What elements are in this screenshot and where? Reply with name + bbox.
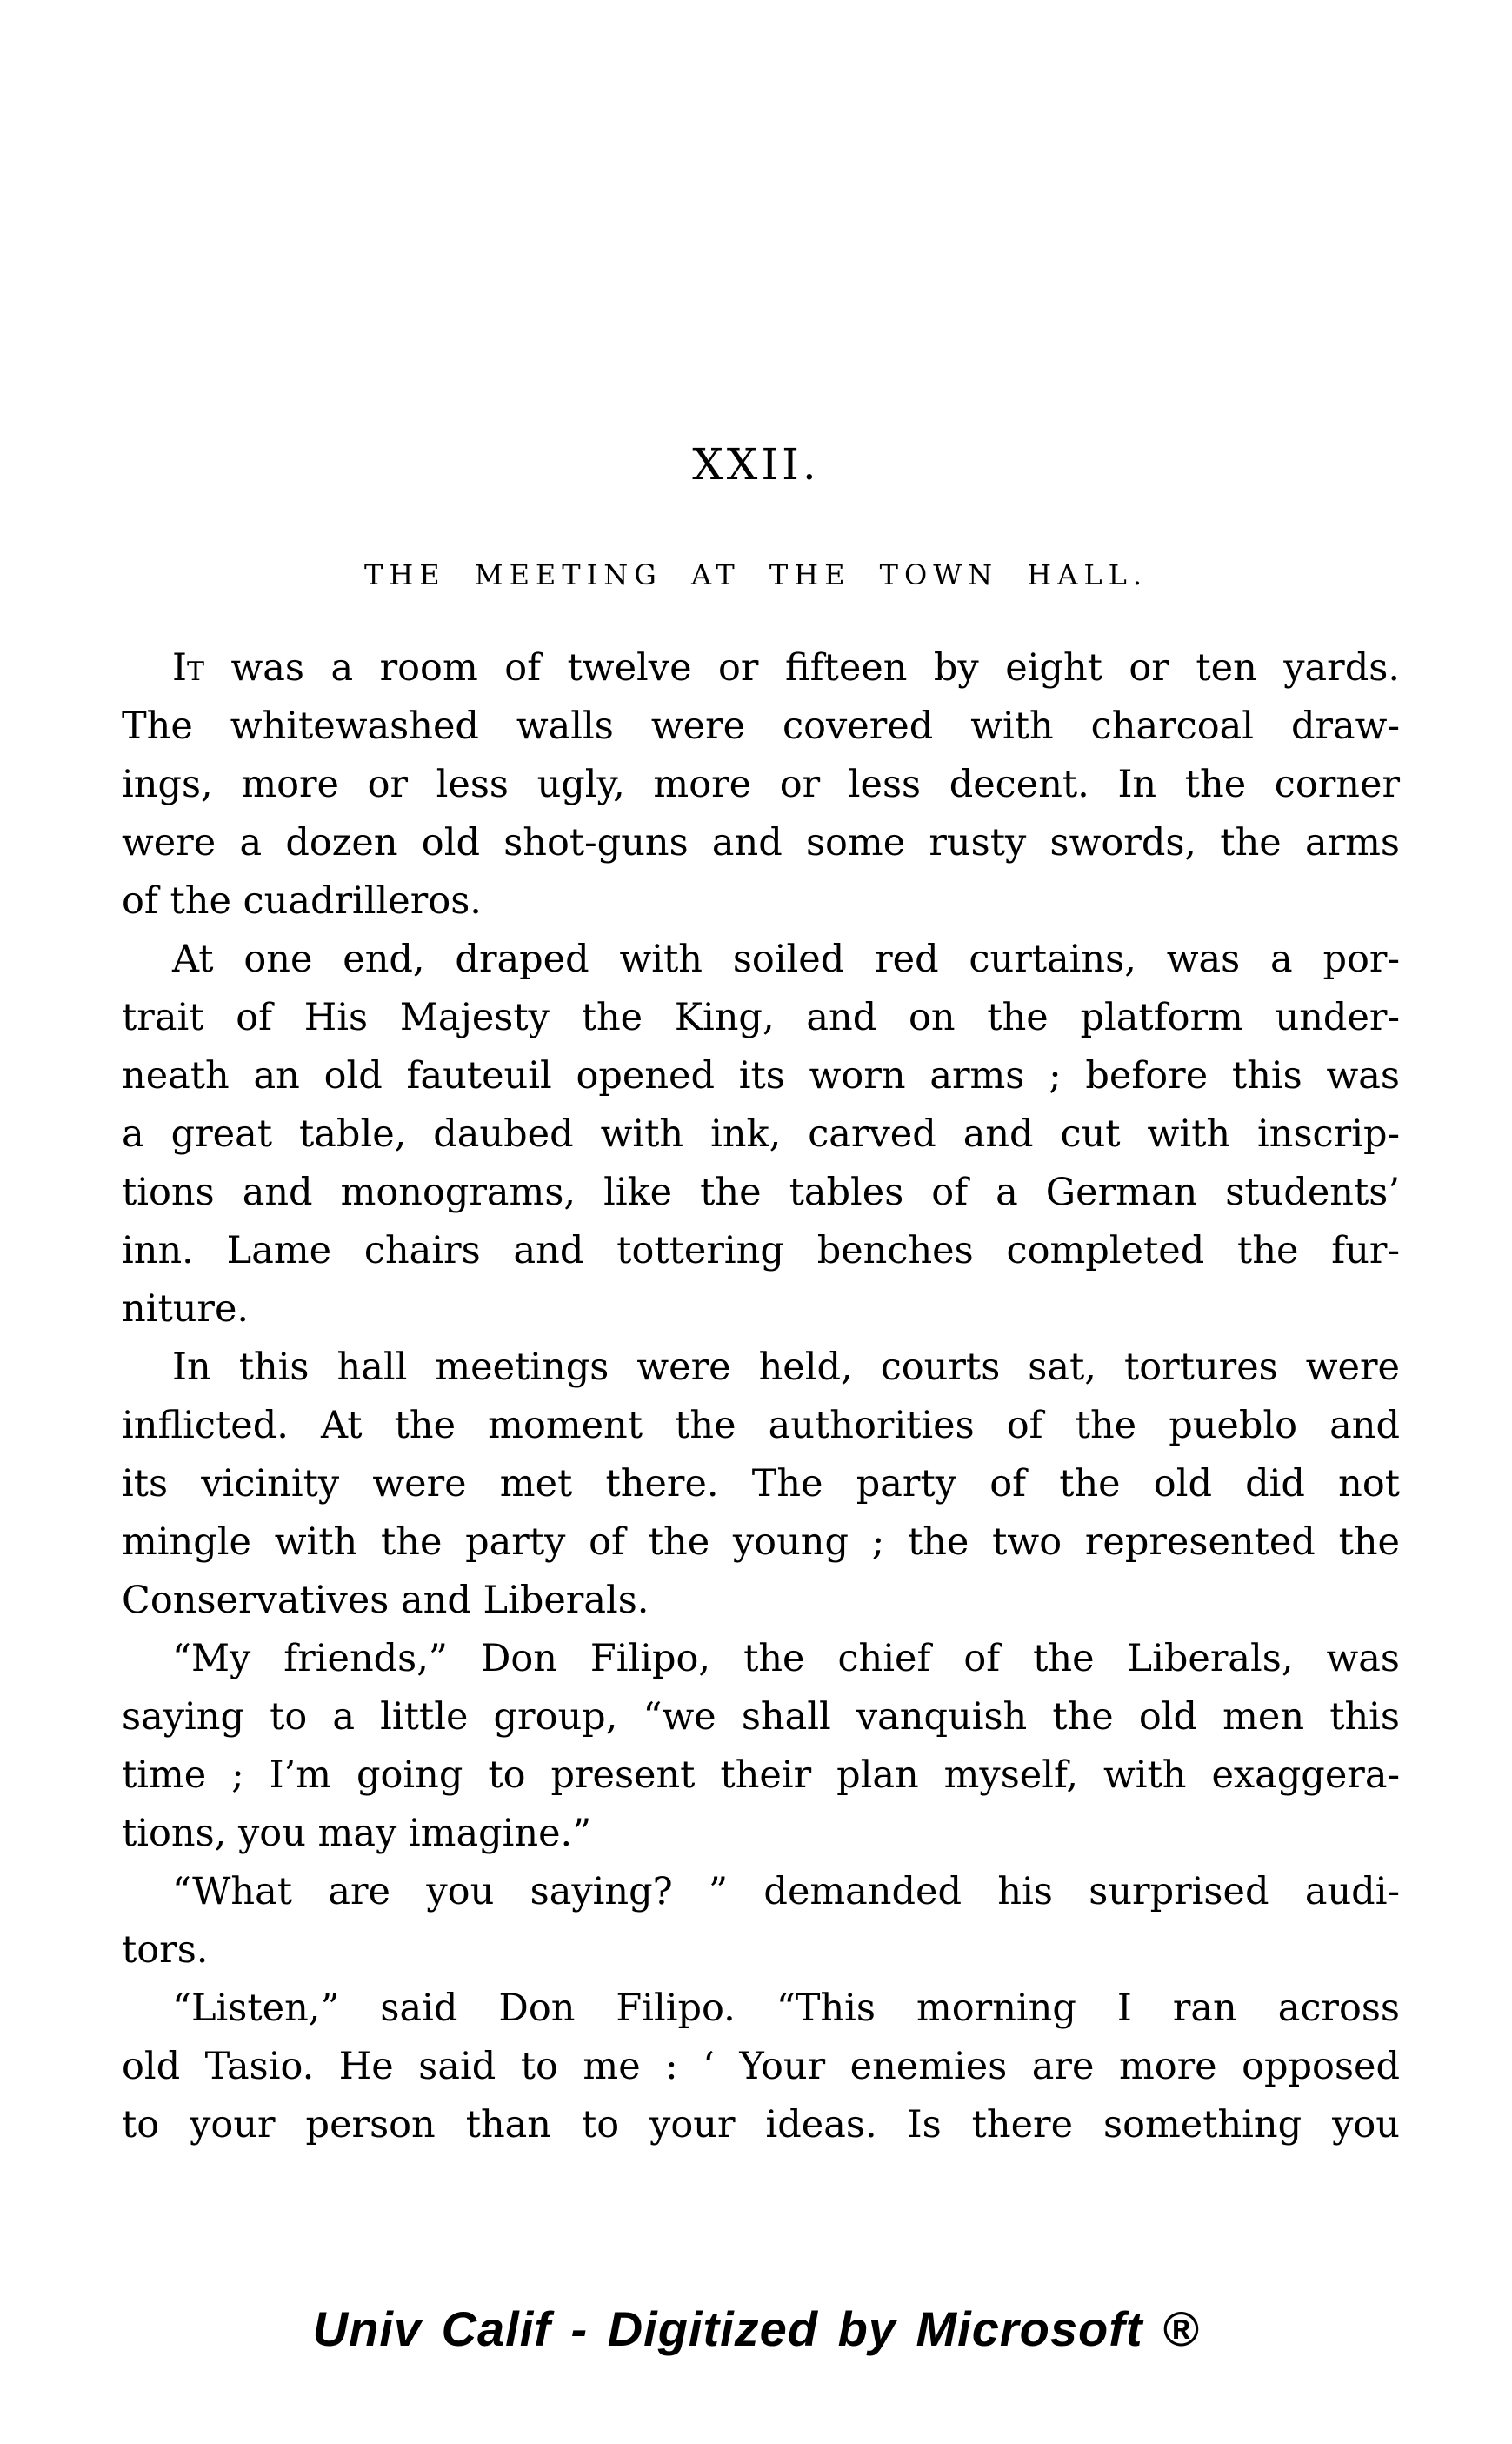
text-line: tors. — [122, 1928, 209, 1972]
text-line: mingle with the party of the young ; the two represented the — [122, 1520, 1400, 1564]
text-line: “My friends,” Don Filipo, the chief of the Liberals, was — [172, 1637, 1400, 1680]
text-line: time ; I’m going to present their plan myself, with exaggera- — [122, 1753, 1400, 1797]
text-line: to your person than to your ideas. Is there something you — [122, 2103, 1400, 2147]
text-line: “What are you saying? ” demanded his surprised audi- — [172, 1870, 1400, 1913]
text-line: ings, more or less ugly, more or less decent. In the corner — [122, 763, 1400, 806]
text-line: tions, you may imagine.” — [122, 1812, 592, 1855]
text-line: old Tasio. He said to me : ‘ Your enemies are more opposed — [122, 2045, 1400, 2088]
text-line: The whitewashed walls were covered with charcoal draw- — [122, 704, 1400, 748]
text-line: niture. — [122, 1287, 250, 1331]
text-line: Conservatives and Liberals. — [122, 1579, 649, 1622]
text-line: a great table, daubed with ink, carved and cut with inscrip- — [122, 1112, 1400, 1156]
text-line: of the cuadrilleros. — [122, 879, 482, 923]
text-line: At one end, draped with soiled red curtains, was a por- — [172, 938, 1400, 981]
text-line: inn. Lame chairs and tottering benches completed the fur- — [122, 1229, 1400, 1272]
text-line: its vicinity were met there. The party of the old did not — [122, 1462, 1400, 1506]
small-caps-lead: It — [172, 646, 204, 690]
footer-watermark: Univ Calif - Digitized by Microsoft ® — [312, 2301, 1200, 2356]
chapter-title: THE MEETING AT THE TOWN HALL. — [364, 558, 1148, 591]
text-line: inflicted. At the moment the authorities of the pueblo and — [122, 1404, 1400, 1447]
text-line: “Listen,” said Don Filipo. “This morning I ran across — [172, 1987, 1400, 2030]
text-line: In this hall meetings were held, courts sat, tortures were — [172, 1346, 1400, 1389]
text-line: saying to a little group, “we shall vanquish the old men this — [122, 1695, 1400, 1739]
chapter-number: XXII. — [692, 439, 820, 490]
body-text — [122, 639, 1400, 2154]
text-line: neath an old fauteuil opened its worn arms ; before this was — [122, 1054, 1400, 1098]
text-line: tions and monograms, like the tables of a German students’ — [122, 1171, 1400, 1214]
text-line: It was a room of twelve or fifteen by eight or ten yards. — [172, 646, 1400, 690]
text-line: trait of His Majesty the King, and on the platform under- — [122, 996, 1400, 1039]
text-line: were a dozen old shot-guns and some rusty swords, the arms — [122, 821, 1400, 865]
